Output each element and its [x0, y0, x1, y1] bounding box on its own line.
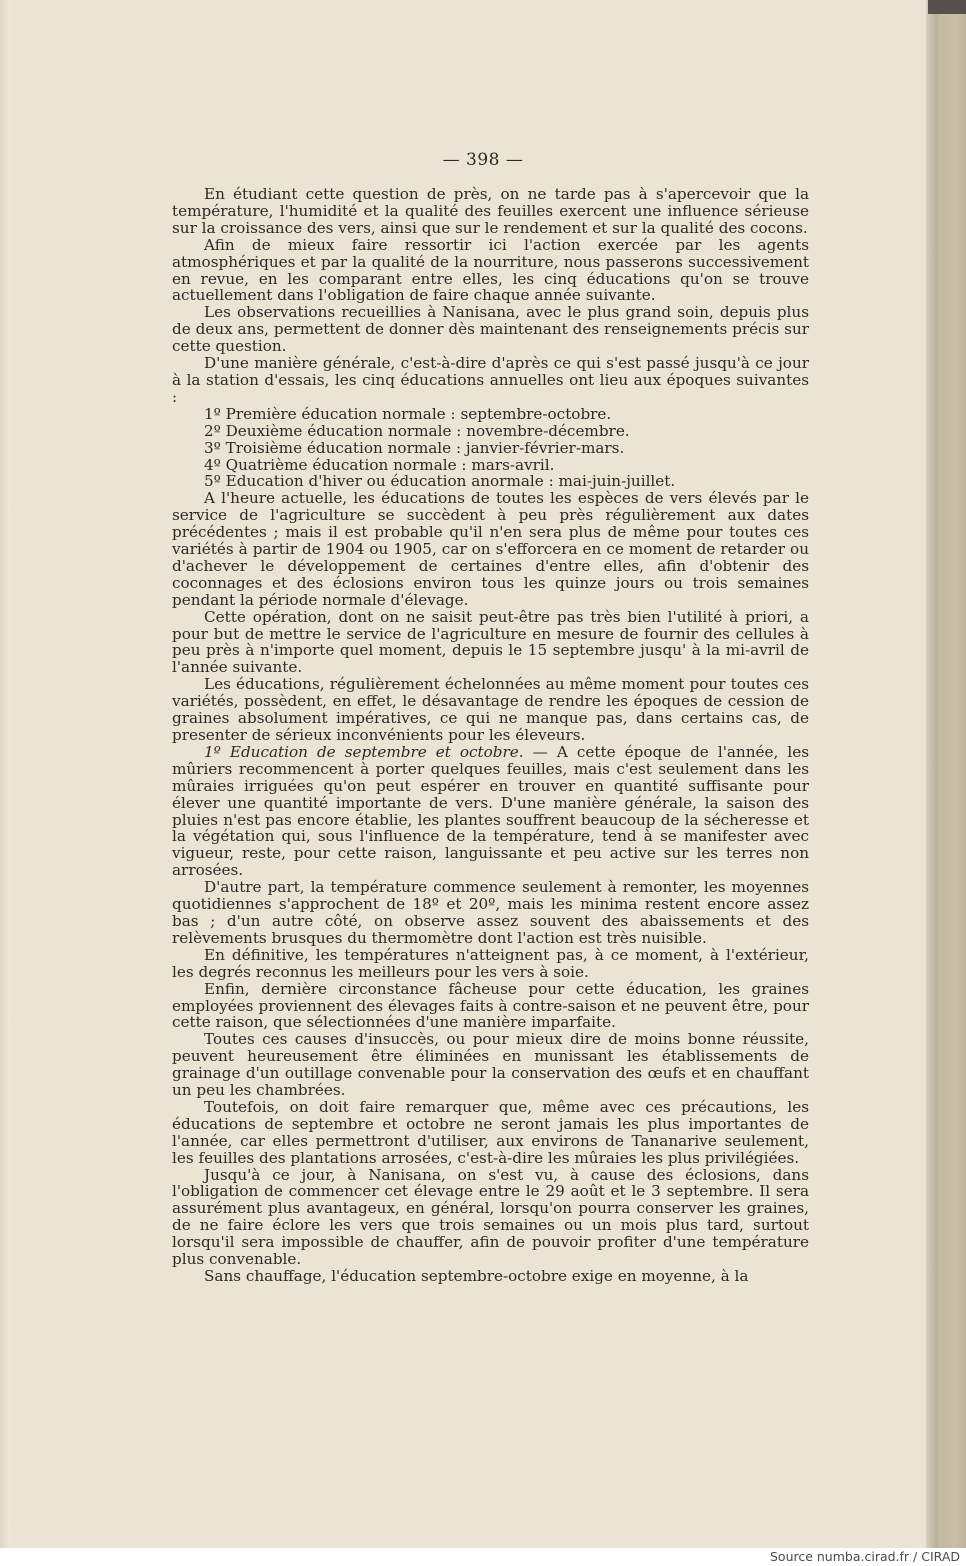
paragraph: Enfin, dernière circonstance fâcheuse pour cette éducation, les graines employées proviennent des élevages faits à contre-saison et ne peuvent être, pour cette raison, que sélectionnées d'une manière imparfaite.	[172, 979, 809, 1032]
paragraph: Les éducations, régulièrement échelonnées au même moment pour toutes ces variétés, possèdent, en effet, le désavantage de rendre les époques de cession de graines absolument impératives, ce qui ne manque pas, dans certains cas, de presenter de sérieux inconvénients pour les éleveurs.	[172, 675, 809, 744]
section-paragraph	[172, 744, 809, 879]
paragraph: Afin de mieux faire ressortir ici l'action exercée par les agents atmosphériques et par la qualité de la nourriture, nous passerons successivement en revue, en les comparant entre elles, les cinq éducations qu'on se trouve actuellement dans l'obligation de faire chaque année suivante.	[172, 235, 809, 305]
body-text	[172, 186, 809, 1285]
paragraph: En étudiant cette question de près, on ne tarde pas à s'apercevoir que la température, l'humidité et la qualité des feuilles exercent une influence sérieuse sur la croissance des vers, ainsi que sur le rendement et sur la qualité des cocons.	[172, 185, 809, 237]
spine-shadow	[926, 0, 938, 1548]
section-lead-text: A cette époque de l'année, les mûriers recommencent à porter quelques feuilles, mais c'est seulement dans les mûraies irriguées qu'on peut espérer en trouver en quantité suffisante pour élever une quantité importante de vers. D'une manière générale, la saison des pluies n'est pas encore établie, les plantes souffrent beaucoup de la sécheresse et la végétation qui, sous l'influence de la température, tend à se manifester avec vigueur, reste, pour cette raison, languissante et peu active sur les terres non arrosées.	[172, 742, 809, 880]
paragraph: En définitive, les températures n'atteignent pas, à ce moment, à l'extérieur, les degrés reconnus les meilleurs pour les vers à soie.	[172, 945, 809, 981]
paragraph: Cette opération, dont on ne saisit peut-être pas très bien l'utilité à priori, a pour but de mettre le service de l'agriculture en mesure de fournir des cellules à peu près à n'importe quel moment, depuis le 15 septembre jusqu' à la mi-avril de l'année suivante.	[172, 607, 809, 677]
paragraph: Toutefois, on doit faire remarquer que, même avec ces précautions, les éducations de septembre et octobre ne seront jamais les plus importantes de l'année, car elles permettront d'utiliser, aux environs de Tananarive seulement, les feuilles des plantations arrosées, c'est-à-dire les mûraies les plus privilégiées.	[172, 1097, 809, 1167]
paragraph: Les observations recueillies à Nanisana, avec le plus grand soin, depuis plus de deux ans, permettent de donner dès maintenant des renseignements précis sur cette question.	[172, 303, 809, 356]
section-heading: 1º Education de septembre et octobre.	[204, 742, 524, 761]
page-number: — 398 —	[442, 150, 524, 170]
section-dash: —	[523, 742, 557, 761]
epoch-list-item: 2º Deuxième éducation normale : novembre-décembre.	[204, 421, 630, 440]
paragraph: D'une manière générale, c'est-à-dire d'après ce qui s'est passé jusqu'à ce jour à la station d'essais, les cinq éducations annuelles ont lieu aux époques suivantes :	[172, 354, 809, 406]
epoch-list-item: 5º Education d'hiver ou éducation anormale : mai-juin-juillet.	[204, 472, 676, 491]
adjacent-page-edge	[938, 0, 966, 1548]
page-left-edge	[0, 0, 10, 1548]
paragraph: Toutes ces causes d'insuccès, ou pour mieux dire de moins bonne réussite, peuvent heureusement être éliminées en munissant les établissements de grainage d'un outillage convenable pour la conservation des œufs et en chauffant un peu les chambrées.	[172, 1030, 809, 1100]
paragraph: A l'heure actuelle, les éducations de toutes les espèces de vers élevés par le service de l'agriculture se succèdent à peu près régulièrement aux dates précédentes ; mais il est probable qu'il n'en sera plus de même pour toutes ces variétés à partir de 1904 ou 1905, car on s'efforcera en ce moment de retarder ou d'achever le développement de certaines d'entre elles, afin d'obtenir des coconnages et des éclosions environ tous les quinze jours ou trois semaines pendant la période normale d'élevage.	[172, 489, 809, 609]
scan-corner-strip	[928, 0, 966, 14]
epoch-list-item: 1º Première éducation normale : septembre-octobre.	[204, 404, 612, 423]
epoch-list-item: 3º Troisième éducation normale : janvier-février-mars.	[204, 438, 625, 457]
source-credit: Source numba.cirad.fr / CIRAD	[769, 1549, 960, 1564]
paragraph: Jusqu'à ce jour, à Nanisana, on s'est vu, à cause des éclosions, dans l'obligation de commencer cet élevage entre le 29 août et le 3 septembre. Il sera assurément plus avantageux, en général, lorsqu'on pourra conserver les graines, de ne faire éclore les vers que trois semaines ou un mois plus tard, surtout lorsqu'il sera impossible de chauffer, afin de pouvoir profiter d'une température plus convenable.	[172, 1165, 809, 1269]
paragraph: D'autre part, la température commence seulement à remonter, les moyennes quotidiennes s'approchent de 18º et 20º, mais les minima restent encore assez bas ; d'un autre côté, on observe assez souvent des abaissements et des relèvements brusques du thermomètre dont l'action est très nuisible.	[172, 878, 809, 947]
paragraph: Sans chauffage, l'éducation septembre-octobre exige en moyenne, à la	[204, 1267, 749, 1285]
epoch-list-item: 4º Quatrième éducation normale : mars-avril.	[204, 455, 555, 474]
